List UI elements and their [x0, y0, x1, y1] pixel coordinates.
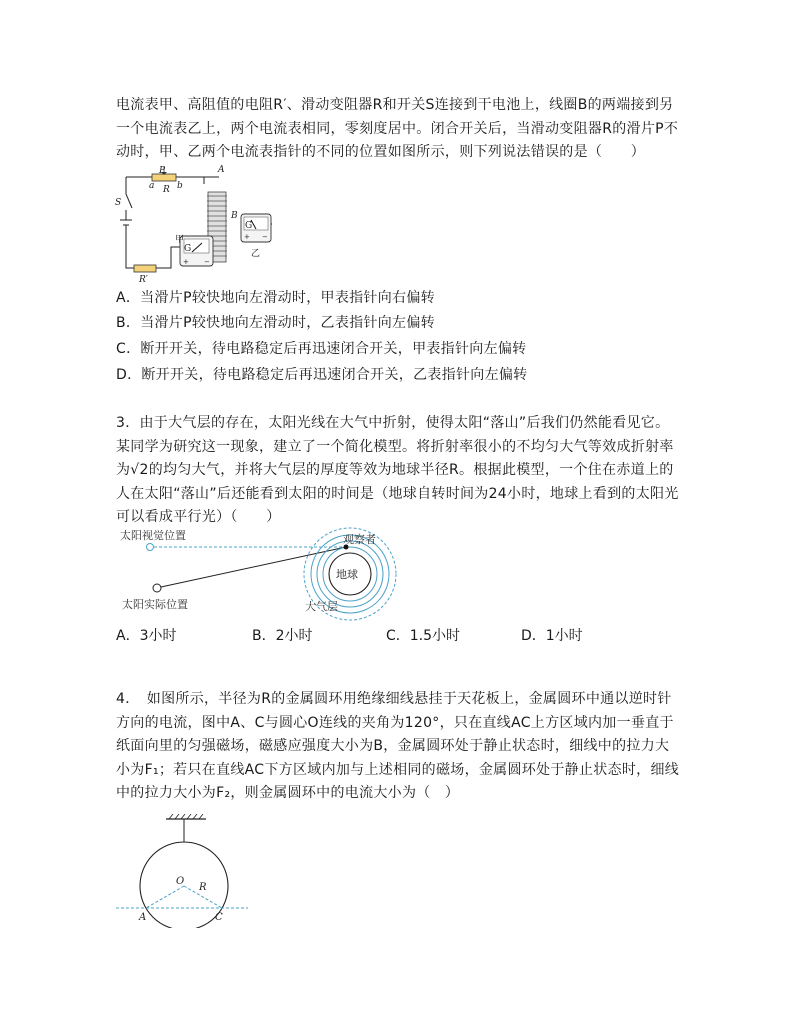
q2-fig-label-plus1: + — [183, 258, 189, 266]
q4-fig-label-o: O — [176, 876, 185, 887]
q3-option-c[interactable]: C．1.5小时 — [386, 628, 461, 644]
q3-option-a[interactable]: A．3小时 — [116, 628, 177, 644]
q3-fig-label-actual-sun: 太阳实际位置 — [122, 598, 188, 611]
q2-fig-label-plus2: + — [244, 233, 250, 241]
q2-fig-label-r: R — [163, 185, 170, 195]
q4-fig-label-c: C — [215, 912, 223, 923]
q2-fig-label-g1: G — [184, 244, 192, 254]
q2-fig-label-jia: 甲 — [175, 235, 185, 245]
q2-option-a[interactable]: A．当滑片P较快地向左滑动时，甲表指针向右偏转 — [116, 290, 435, 306]
q2-fig-label-a: a — [149, 181, 155, 191]
q2-fig-label-s: S — [115, 198, 122, 208]
q2-fig-label-b: b — [177, 181, 183, 191]
q2-fig-label-minus2: − — [262, 233, 268, 241]
q3-option-d[interactable]: D．1小时 — [521, 628, 583, 644]
q4-stem: 4． 如图所示，半径为R的金属圆环用绝缘细线悬挂于天花板上，金属圆环中通以逆时针方向的电流，图中A、C与圆心O连线的夹角为120°，只在直线AC上方区域内加一垂直于纸面向里的匀强磁场，磁感应强度大小为B，金属圆环处于静止状态时，细线中的拉力大小为F₁；若只在直线AC下方区域内加与上述相同的磁场，金属圆环处于静止状态时，细线中的拉力大小为F₂，则金属圆环中的电流大小为（ ） — [116, 691, 680, 801]
q2-option-c[interactable]: C．断开开关，待电路稳定后再迅速闭合开关，甲表指针向左偏转 — [116, 341, 527, 357]
q2-fig-label-a-upper: A — [218, 165, 225, 175]
q4-fig-label-a: A — [139, 912, 147, 923]
q2-circuit-figure — [114, 164, 274, 284]
q2-fig-label-b-coil: B — [231, 211, 238, 221]
q3-stem: 3．由于大气层的存在，太阳光线在大气中折射，使得太阳“落山”后我们仍然能看见它。某同学为研究这一现象，建立了一个简化模型。将折射率很小的不均匀大气等效成折射率为√2的均匀大气，并将大气层的厚度等效为地球半径R。根据此模型，一个住在赤道上的人在太阳“落山”后还能看到太阳的时间是（地球自转时间为24小时，地球上看到的太阳光可以看成平行光）（ ） — [116, 415, 679, 525]
q4-fig-label-r: R — [199, 882, 207, 893]
q4-ring-figure — [112, 814, 252, 928]
q2-option-b[interactable]: B．当滑片P较快地向左滑动时，乙表指针向左偏转 — [116, 315, 435, 331]
q3-fig-label-observer: 观察者 — [343, 533, 376, 546]
q2-stem: 电流表甲、高阻值的电阻R′、滑动变阻器R和开关S连接到干电池上，线圈B的两端接到另一个电流表乙上，两个电流表相同，零刻度居中。闭合开关后，当滑动变阻器R的滑片P不动时，甲、乙两个电流表指针的不同的位置如图所示，则下列说法错误的是（ ） — [116, 97, 679, 160]
q2-fig-label-p: P — [159, 166, 166, 176]
q2-fig-label-r-prime: R′ — [139, 275, 148, 284]
q2-fig-label-minus1: − — [204, 258, 210, 266]
q2-fig-label-yi: 乙 — [251, 249, 261, 259]
q3-fig-label-atmosphere: 大气层 — [305, 600, 338, 613]
q3-fig-label-earth: 地球 — [336, 568, 358, 581]
q2-fig-label-g2: G — [245, 221, 253, 231]
q3-atmosphere-figure — [114, 522, 414, 622]
q3-option-b[interactable]: B．2小时 — [252, 628, 313, 644]
q2-option-d[interactable]: D．断开开关，待电路稳定后再迅速闭合开关，乙表指针向左偏转 — [116, 367, 528, 383]
q3-fig-label-apparent-sun: 太阳视觉位置 — [120, 529, 186, 542]
